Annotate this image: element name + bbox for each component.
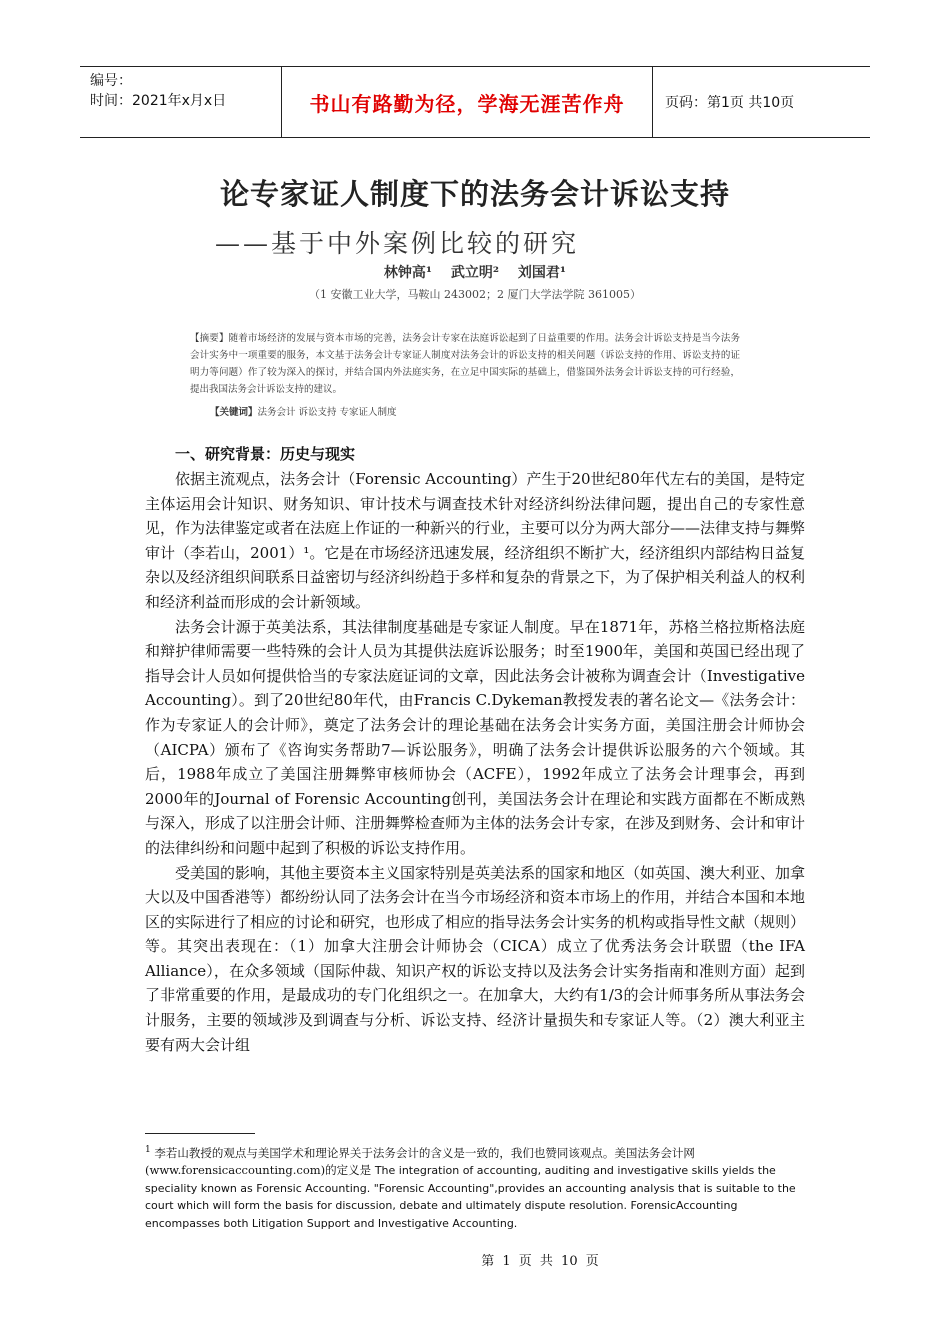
paper-keywords (210, 404, 397, 418)
section-heading: 一、研究背景：历史与现实 (175, 445, 356, 463)
header-motto: 书山有路勤为径，学海无涯苦作舟 (282, 67, 653, 137)
paper-subtitle: ——基于中外案例比较的研究 (215, 229, 580, 258)
footnote-cn: 李若山教授的观点与美国学术和理论界关于法务会计的含义是一致的，我们也赞同该观点。美国法务会计网(www.forensicaccounting.com)的定义是 (145, 1145, 695, 1178)
footnote (145, 1142, 805, 1232)
paragraph: 受美国的影响，其他主要资本主义国家特别是英美法系的国家和地区（如英国、澳大利亚、加拿大以及中国香港等）都纷纷认同了法务会计在当今市场经济和资本市场上的作用，并结合本国和本地区的实际进行了相应的讨论和研究，也形成了相应的指导法务会计实务的机构或指导性文献（规则）等。其突出表现在：（1）加拿大注册会计师协会（CICA）成立了优秀法务会计联盟（the IFA Alliance），在众多领域（国际仲裁、知识产权的诉讼支持以及法务会计实务指南和准则方面）起到了非常重要的作用，是最成功的专门化组织之一。在加拿大，大约有1/3的会计师事务所从事法务会计服务，主要的领域涉及到调查与分析、诉讼支持、经济计量损失和专家证人等。（2）澳大利亚主要有两大会计组 (145, 863, 806, 1054)
body-text (145, 467, 805, 1057)
header-number: 编号： (90, 73, 132, 89)
keywords-text: 法务会计 诉讼支持 专家证人制度 (257, 407, 397, 418)
header-page-info: 页码：第1页 共10页 (665, 95, 795, 111)
header-meta (80, 67, 282, 137)
footnote-divider (145, 1133, 255, 1134)
paper-affiliation: （1 安徽工业大学，马鞍山 243002；2 厦门大学法学院 361005） (309, 288, 641, 301)
footnote-mark: 1 (145, 1145, 151, 1155)
keywords-label: 【关键词】 (210, 407, 258, 418)
header-time: 时间：2021年x月x日 (90, 93, 227, 109)
paragraph: 法务会计源于英美法系，其法律制度基础是专家证人制度。早在1871年，苏格兰格拉斯格法庭和辩护律师需要一些特殊的会计人员为其提供法庭诉讼服务；时至1900年，美国和英国已经出现了指导会计人员如何提供恰当的专家法庭证词的文章，因此法务会计被称为调查会计（Investigative Accounting）。到了20世纪80年代，由Francis C.Dykeman教授发表的著名论文—《法务会计：作为专家证人的会计师》，奠定了法务会计的理论基础在法务会计实务方面，美国注册会计师协会（AICPA）颁布了《咨询实务帮助7—诉讼服务》，明确了法务会计提供诉讼服务的六个领域。其后，1988年成立了美国注册舞弊审核师协会（ACFE），1992年成立了法务会计理事会，再到2000年的Journal of Forensic Accounting创刊，美国法务会计在理论和实践方面都在不断成熟与深入，形成了以注册会计师、注册舞弊检查师为主体的法务会计专家，在涉及到财务、会计和审计的法律纠纷和问题中起到了积极的诉讼支持作用。 (145, 617, 806, 857)
page-footer: 第 1 页 共 10 页 (481, 1254, 599, 1269)
paper-abstract: 【摘要】随着市场经济的发展与资本市场的完善，法务会计专家在法庭诉讼起到了日益重要的作用。法务会计诉讼支持是当今法务会计实务中一项重要的服务，本文基于法务会计专家证人制度对法务会计的诉讼支持的相关问题（诉讼支持的作用、诉讼支持的证明力等问题）作了较为深入的探讨，并结合国内外法庭实务，在立足中国实际的基础上，借鉴国外法务会计诉讼支持的可行经验，提出我国法务会计诉讼支持的建议。 (190, 333, 740, 395)
page-header (80, 66, 870, 138)
footnote-en: The integration of accounting, auditing and investigative skills yields the speciality known as Forensic Accounting. "Forensic Accounting",provides an accounting analysis that is suitable to the court which will form the basis for discussion, debate and ultimately dispute resolution. ForensicAccounting encompasses both Litigation Support and Investigative Accounting. (145, 1164, 796, 1230)
paper-title: 论专家证人制度下的法务会计诉讼支持 (219, 177, 730, 211)
paper-authors: 林钟高¹ 武立明² 刘国君¹ (383, 265, 567, 281)
paragraph: 依据主流观点，法务会计（Forensic Accounting）产生于20世纪80年代左右的美国，是特定主体运用会计知识、财务知识、审计技术与调查技术针对经济纠纷法律问题，提出自己的专家性意见，作为法律鉴定或者在法庭上作证的一种新兴的行业，主要可以分为两大部分——法律支持与舞弊审计（李若山，2001）¹。它是在市场经济迅速发展，经济组织不断扩大，经济组织内部结构日益复杂以及经济组织间联系日益密切与经济纠纷趋于多样和复杂的背景之下，为了保护相关利益人的权利和经济利益而形成的会计新领域。 (145, 470, 806, 611)
